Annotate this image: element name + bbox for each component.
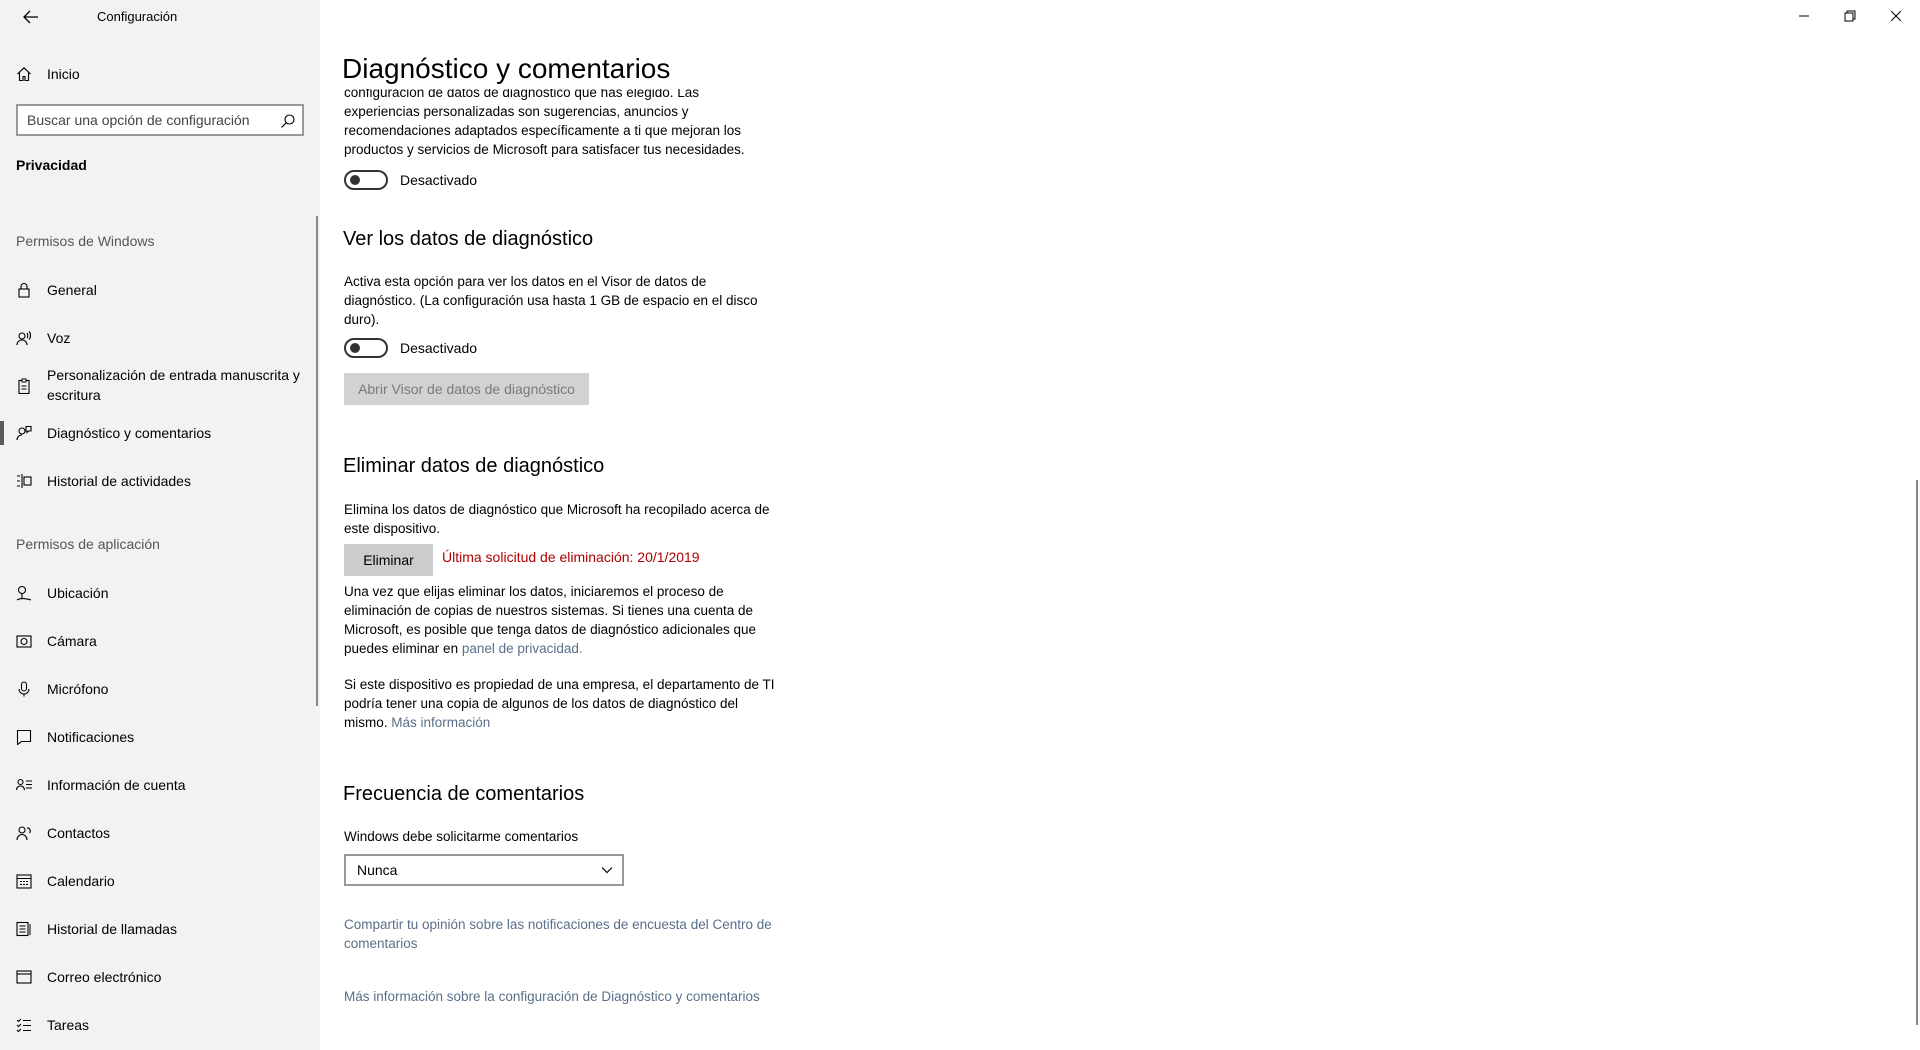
sidebar-item-call-history[interactable]	[0, 917, 316, 941]
last-deletion-request: Última solicitud de eliminación: 20/1/2019	[442, 549, 700, 565]
close-button[interactable]	[1873, 0, 1919, 32]
delete-data-description	[344, 500, 804, 538]
account-info-icon	[15, 776, 33, 794]
select-value: Nunca	[357, 862, 398, 878]
tailored-description	[344, 89, 804, 161]
group-label-apps: Permisos de aplicación	[16, 536, 160, 552]
sidebar-item-label: Tareas	[47, 1017, 90, 1033]
sidebar-item-general[interactable]	[0, 278, 316, 302]
sidebar-item-label: Micrófono	[47, 681, 109, 697]
sidebar-item-voice[interactable]	[0, 326, 316, 350]
main-scrollbar[interactable]	[1916, 480, 1918, 1025]
deletion-info	[344, 582, 804, 658]
search-input[interactable]	[18, 112, 268, 128]
sidebar-item-label: Calendario	[47, 873, 115, 889]
feedback-frequency-select[interactable]	[344, 854, 624, 886]
sidebar-item-label: Ubicación	[47, 585, 109, 601]
text-line: duro).	[344, 312, 380, 327]
more-info-link[interactable]: Más información	[391, 715, 491, 730]
text-line: configuración de datos de diagnóstico que has elegido. Las	[344, 89, 700, 100]
sidebar-item-diagnostics[interactable]	[0, 421, 316, 445]
share-survey-opinion-link[interactable]	[344, 915, 824, 953]
tailored-toggle[interactable]	[344, 170, 388, 190]
call-history-icon	[15, 920, 33, 938]
minimize-icon	[1798, 10, 1810, 22]
open-diagnostic-viewer-button[interactable]: Abrir Visor de datos de diagnóstico	[344, 373, 589, 405]
view-data-toggle-state: Desactivado	[400, 340, 478, 356]
app-title: Configuración	[97, 9, 178, 24]
text-fragment: puedes eliminar en	[344, 641, 462, 656]
back-arrow-icon	[23, 10, 39, 24]
sidebar-item-label: Correo electrónico	[47, 969, 162, 985]
calendar-icon	[15, 872, 33, 890]
view-data-description	[344, 272, 804, 329]
toggle-knob	[350, 175, 360, 185]
sidebar-item-label: Cámara	[47, 633, 97, 649]
sidebar-item-label: Historial de actividades	[47, 473, 191, 489]
sidebar	[0, 0, 320, 1050]
text-line: Si este dispositivo es propiedad de una empresa, el departamento de TI	[344, 677, 775, 692]
category-label: Privacidad	[16, 157, 87, 173]
sidebar-item-inking[interactable]	[0, 364, 316, 408]
feedback-frequency-label: Windows debe solicitarme comentarios	[344, 829, 579, 844]
toggle-knob	[350, 343, 360, 353]
sidebar-item-calendar[interactable]	[0, 869, 316, 893]
close-icon	[1890, 10, 1902, 22]
group-label-windows: Permisos de Windows	[16, 233, 155, 249]
feedback-frequency-title: Frecuencia de comentarios	[343, 783, 585, 805]
page-title: Diagnóstico y comentarios	[342, 53, 671, 84]
sidebar-item-label: Voz	[47, 330, 71, 346]
text-line: Una vez que elijas eliminar los datos, iniciaremos el proceso de	[344, 584, 724, 599]
text-line: diagnóstico. (La configuración usa hasta 1 GB de espacio en el disco	[344, 293, 758, 308]
text-line: podría tener una copia de algunos de los datos de diagnóstico del	[344, 696, 739, 711]
sidebar-item-label: General	[47, 282, 97, 298]
chevron-down-icon	[601, 865, 613, 875]
text-line	[344, 713, 804, 732]
tasks-icon	[15, 1016, 33, 1034]
contacts-icon	[15, 824, 33, 842]
home-icon	[15, 65, 33, 83]
microphone-icon	[15, 680, 33, 698]
sidebar-item-camera[interactable]	[0, 629, 316, 653]
text-line: productos y servicios de Microsoft para satisfacer tus necesidades.	[344, 142, 745, 157]
text-line: Compartir tu opinión sobre las notificaciones de encuesta del Centro de	[344, 917, 772, 932]
voice-icon	[15, 329, 33, 347]
sidebar-item-label: Personalización de entrada manuscrita y escritura	[47, 367, 300, 403]
text-line	[344, 639, 804, 658]
restore-button[interactable]	[1827, 0, 1873, 32]
delete-data-title: Eliminar datos de diagnóstico	[343, 455, 605, 477]
mail-icon	[15, 968, 33, 986]
sidebar-item-microphone[interactable]	[0, 677, 316, 701]
camera-icon	[15, 632, 33, 650]
sidebar-item-account-info[interactable]	[0, 773, 316, 797]
sidebar-item-notifications[interactable]	[0, 725, 316, 749]
more-diagnostics-info-link[interactable]: Más información sobre la configuración de Diagnóstico y comentarios	[344, 989, 760, 1004]
text-line: Elimina los datos de diagnóstico que Microsoft ha recopilado acerca de	[344, 502, 770, 517]
text-line: Microsoft, es posible que tenga datos de diagnóstico adicionales que	[344, 622, 757, 637]
sidebar-item-label: Historial de llamadas	[47, 921, 177, 937]
main-content	[320, 0, 1920, 1050]
enterprise-info	[344, 675, 804, 732]
text-line: comentarios	[344, 936, 418, 951]
sidebar-item-label: Información de cuenta	[47, 777, 186, 793]
back-button[interactable]	[14, 4, 48, 30]
sidebar-item-location[interactable]	[0, 581, 316, 605]
delete-button[interactable]: Eliminar	[344, 544, 433, 576]
privacy-dashboard-link[interactable]: panel de privacidad.	[461, 641, 583, 656]
text-fragment: mismo.	[344, 715, 392, 730]
sidebar-item-label: Notificaciones	[47, 729, 135, 745]
sidebar-item-mail[interactable]	[0, 965, 316, 989]
tailored-toggle-state: Desactivado	[400, 172, 478, 188]
sidebar-item-home[interactable]	[0, 62, 316, 86]
location-icon	[15, 584, 33, 602]
text-line: eliminación de copias de nuestros sistemas. Si tienes una cuenta de	[344, 603, 753, 618]
feedback-icon	[15, 424, 33, 442]
view-data-toggle[interactable]	[344, 338, 388, 358]
clipboard-icon	[15, 377, 33, 395]
timeline-icon	[15, 472, 33, 490]
text-line: experiencias personalizadas son sugerencias, anuncios y	[344, 104, 689, 119]
sidebar-item-label: Inicio	[47, 66, 80, 82]
text-line: Activa esta opción para ver los datos en el Visor de datos de	[344, 274, 707, 289]
sidebar-scrollbar[interactable]	[316, 216, 318, 706]
sidebar-item-contacts[interactable]	[0, 821, 316, 845]
lock-icon	[15, 281, 33, 299]
sidebar-item-activity[interactable]	[0, 469, 316, 493]
sidebar-item-label: Contactos	[47, 825, 111, 841]
sidebar-item-tasks[interactable]	[0, 1013, 316, 1037]
text-line: este dispositivo.	[344, 521, 441, 536]
text-line: recomendaciones adaptados específicamente a ti que mejoran los	[344, 123, 741, 138]
search-box[interactable]	[16, 104, 304, 136]
minimize-button[interactable]	[1781, 0, 1827, 32]
restore-icon	[1844, 10, 1856, 22]
sidebar-item-label: Diagnóstico y comentarios	[47, 425, 212, 441]
view-data-title: Ver los datos de diagnóstico	[343, 228, 594, 250]
notification-icon	[15, 728, 33, 746]
search-icon[interactable]	[280, 113, 296, 129]
